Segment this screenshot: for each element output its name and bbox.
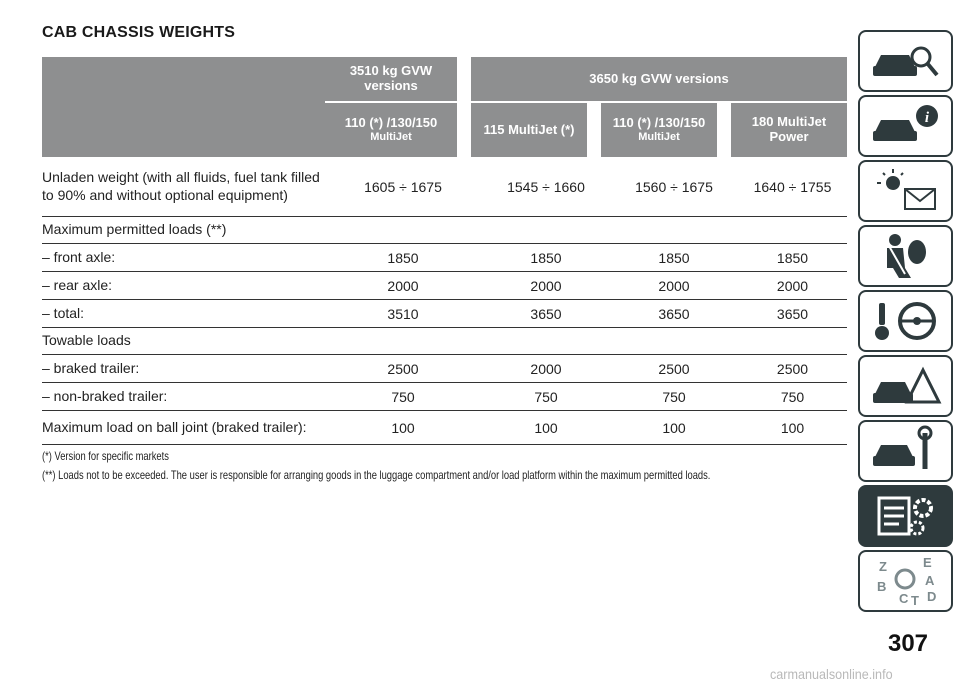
sidebar-tab-emergency[interactable] (858, 355, 953, 417)
row-value: 2000 (387, 277, 419, 294)
footnote: (**) Loads not to be exceeded. The user is responsible for arranging goods in the luggage compartment and/or load platform within the maximum permitted loads. (42, 468, 711, 482)
svg-text:C: C (898, 591, 908, 606)
row-value: 3650 (530, 305, 562, 322)
row-label: Maximum permitted loads (**) (42, 221, 227, 238)
table-row (42, 411, 847, 445)
row-value: 3650 (776, 305, 809, 322)
table-row (42, 272, 847, 300)
table-header (42, 57, 847, 157)
table-row (42, 355, 847, 383)
row-label: – front axle: (42, 248, 116, 265)
row-value: 2000 (776, 277, 809, 294)
row-value: 1545 ÷ 1660 (507, 178, 585, 195)
watermark: carmanualsonline.info (770, 666, 893, 682)
row-value: 100 (662, 419, 686, 436)
svg-text:E: E (922, 555, 932, 570)
page-title: CAB CHASSIS WEIGHTS (42, 24, 236, 41)
row-value: 100 (391, 419, 415, 436)
car-maintenance-icon (869, 425, 943, 477)
row-value: 750 (534, 388, 558, 405)
row-value: 100 (780, 419, 805, 436)
row-label: – rear axle: (42, 276, 113, 293)
table-row (42, 217, 847, 244)
row-value: 1850 (530, 249, 562, 266)
row-label: Maximum load on ball joint (braked trailer): (42, 418, 307, 435)
row-value: 1850 (776, 249, 809, 266)
header-col-3-sub: MultiJet (638, 131, 680, 144)
svg-text:T: T (910, 593, 919, 607)
sidebar-tab-index[interactable] (858, 550, 953, 612)
header-col-4 (731, 103, 847, 157)
row-value: 1605 ÷ 1675 (364, 178, 442, 195)
row-value: 2000 (530, 277, 562, 294)
table-row (42, 300, 847, 328)
row-value: 2500 (776, 360, 809, 377)
seatbelt-airbag-icon (869, 230, 943, 282)
header-group-3650: 3650 kg GVW versions (589, 70, 729, 86)
header-col-1 (325, 103, 457, 157)
row-label: Unladen weight (with all fluids, fuel tank filled to 90% and without optional equipment) (42, 169, 320, 203)
svg-text:A: A (924, 573, 934, 588)
row-value: 100 (534, 419, 558, 436)
svg-text:D: D (926, 589, 936, 604)
header-col-1-sub: MultiJet (370, 131, 412, 144)
row-value: 2000 (530, 360, 562, 377)
header-col-3-main: 110 (*) /130/150 (612, 115, 706, 131)
section-sidebar (858, 30, 953, 615)
page-number: 307 (887, 630, 929, 657)
svg-text:i: i (924, 110, 929, 126)
row-value: 750 (391, 388, 415, 405)
svg-text:B: B (876, 579, 886, 594)
sidebar-tab-car-info[interactable] (858, 95, 953, 157)
header-col-3 (601, 103, 717, 157)
table-row (42, 328, 847, 355)
column-gap (587, 101, 601, 157)
row-value: 1560 ÷ 1675 (635, 178, 713, 195)
row-value: 3510 (387, 305, 419, 322)
svg-text:Z: Z (878, 559, 887, 574)
header-col-2 (471, 103, 587, 157)
sidebar-tab-warning-lights[interactable] (858, 160, 953, 222)
header-group-3510: 3510 kg GVW versions (349, 63, 433, 93)
row-value: 1640 ÷ 1755 (753, 178, 832, 195)
table-row (42, 244, 847, 272)
row-value: 1850 (658, 249, 690, 266)
row-value: 750 (662, 388, 686, 405)
car-emergency-icon (869, 360, 943, 412)
row-value: 1850 (387, 249, 419, 266)
row-value: 2500 (658, 360, 690, 377)
sidebar-tab-technical-data[interactable] (858, 485, 953, 547)
table-row (42, 157, 847, 217)
footnote: (*) Version for specific markets (42, 449, 169, 463)
ignition-steering-icon (869, 295, 943, 347)
header-col-4-main: 180 MultiJet Power (751, 114, 827, 144)
car-info-icon (869, 100, 943, 152)
sidebar-tab-car-search[interactable] (858, 30, 953, 92)
car-search-icon (869, 35, 943, 87)
table-row (42, 383, 847, 411)
row-label: – non-braked trailer: (42, 387, 168, 404)
row-label: – total: (42, 304, 85, 321)
footnotes (42, 449, 711, 487)
header-col-2-main: 115 MultiJet (*) (483, 121, 575, 137)
header-col-1-main: 110 (*) /130/150 (344, 115, 438, 131)
row-label: – braked trailer: (42, 359, 140, 376)
warning-light-message-icon (869, 165, 943, 217)
row-value: 750 (780, 388, 805, 405)
technical-specs-icon (869, 490, 943, 542)
row-value: 2500 (387, 360, 419, 377)
column-gap (717, 101, 731, 157)
column-gap (457, 57, 471, 157)
row-value: 2000 (658, 277, 690, 294)
row-value: 3650 (658, 305, 690, 322)
sidebar-tab-starting-driving[interactable] (858, 290, 953, 352)
weights-table (42, 57, 847, 445)
sidebar-tab-maintenance[interactable] (858, 420, 953, 482)
row-label: Towable loads (42, 332, 131, 349)
sidebar-tab-safety[interactable] (858, 225, 953, 287)
index-az-icon (869, 555, 943, 607)
